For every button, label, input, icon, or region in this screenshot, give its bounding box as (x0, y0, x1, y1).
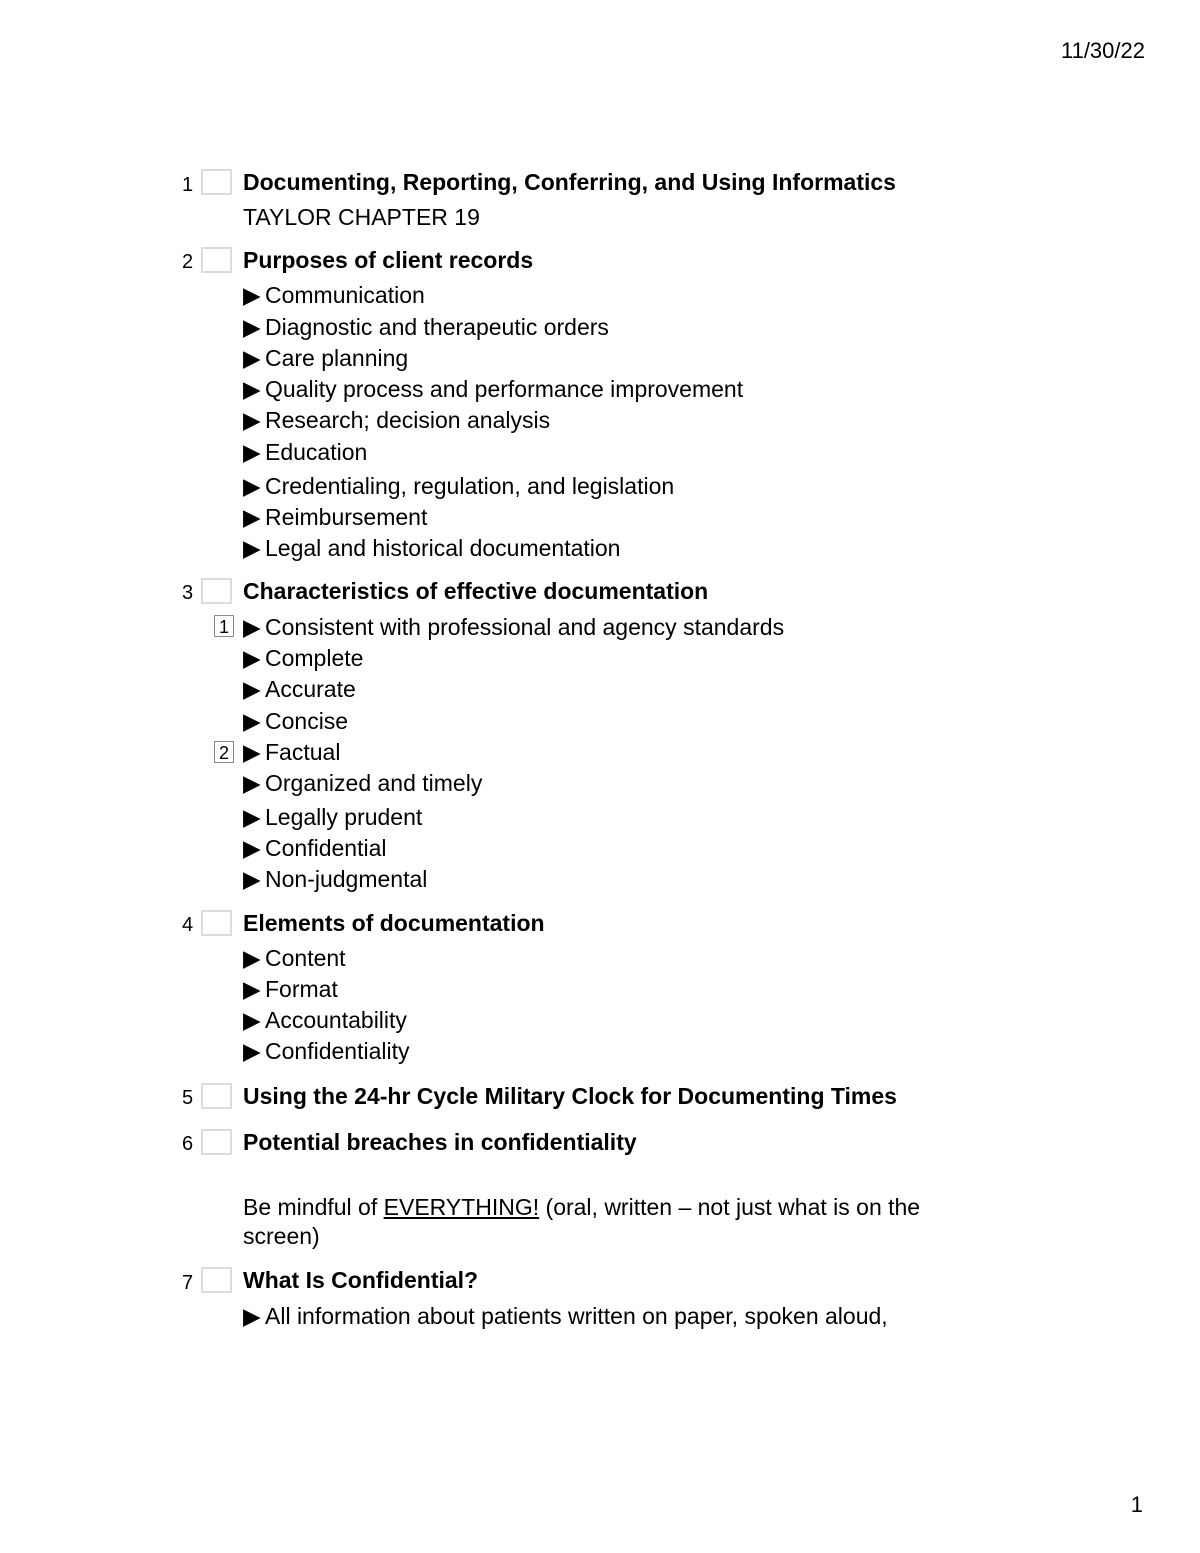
list-item: ▶ Care planning (243, 345, 409, 371)
arrow-bullet-icon: ▶ (243, 407, 261, 433)
list-item: ▶ Education (243, 439, 368, 465)
list-item: ▶ Accountability (243, 1007, 407, 1033)
slide-thumbnail[interactable] (201, 247, 232, 273)
page-number: 1 (1130, 1492, 1143, 1517)
slide-thumbnail[interactable] (201, 1083, 232, 1109)
arrow-bullet-icon: ▶ (243, 945, 261, 971)
slide-number: 1 (182, 174, 194, 196)
list-item: ▶ Confidentiality (243, 1038, 410, 1064)
arrow-bullet-icon: ▶ (243, 376, 261, 402)
slide-thumbnail[interactable] (201, 1129, 232, 1155)
arrow-bullet-icon: ▶ (243, 976, 261, 1002)
slide-number: 5 (182, 1087, 194, 1109)
list-item: ▶ Credentialing, regulation, and legislation (243, 473, 675, 499)
list-item: ▶ Diagnostic and therapeutic orders (243, 314, 609, 340)
slide-number: 7 (182, 1272, 194, 1294)
list-item: ▶ Organized and timely (243, 770, 483, 796)
arrow-bullet-icon: ▶ (243, 504, 261, 530)
slide-title: Elements of documentation (243, 910, 545, 936)
list-item: ▶ Format (243, 976, 338, 1002)
slide-thumbnail[interactable] (201, 1267, 232, 1293)
slide-number: 2 (182, 251, 194, 273)
arrow-bullet-icon: ▶ (243, 439, 261, 465)
slide-number: 3 (182, 582, 194, 604)
list-item: ▶ Content (243, 945, 346, 971)
arrow-bullet-icon: ▶ (243, 282, 261, 308)
list-item: ▶ Communication (243, 282, 425, 308)
arrow-bullet-icon: ▶ (243, 614, 261, 640)
emphasis-text: EVERYTHING! (383, 1194, 540, 1220)
arrow-bullet-icon: ▶ (243, 535, 261, 561)
slide-title: Characteristics of effective documentation (243, 578, 709, 604)
slide-title: Potential breaches in confidentiality (243, 1129, 637, 1155)
arrow-bullet-icon: ▶ (243, 645, 261, 671)
list-item: ▶ Concise (243, 708, 349, 734)
arrow-bullet-icon: ▶ (243, 866, 261, 892)
arrow-bullet-icon: ▶ (243, 739, 261, 765)
slide-subtitle: TAYLOR CHAPTER 19 (243, 204, 480, 230)
list-item: ▶ Complete (243, 645, 364, 671)
arrow-bullet-icon: ▶ (243, 314, 261, 340)
arrow-bullet-icon: ▶ (243, 770, 261, 796)
list-item: ▶ Non-judgmental (243, 866, 428, 892)
note-marker[interactable]: 2 (214, 741, 234, 763)
arrow-bullet-icon: ▶ (243, 1007, 261, 1033)
slide-number: 4 (182, 914, 194, 936)
list-item: ▶ Legal and historical documentation (243, 535, 621, 561)
arrow-bullet-icon: ▶ (243, 1303, 261, 1329)
slide-title: Documenting, Reporting, Conferring, and Using Informatics (243, 169, 896, 195)
list-item: ▶ Factual (243, 739, 341, 765)
list-item: ▶ Confidential (243, 835, 387, 861)
slide-note: Be mindful of EVERYTHING! (oral, written – not just what is on the screen) (243, 1194, 921, 1249)
arrow-bullet-icon: ▶ (243, 1038, 261, 1064)
slide-thumbnail[interactable] (201, 169, 232, 195)
list-item: ▶ Legally prudent (243, 804, 423, 830)
slide-number: 6 (182, 1133, 194, 1155)
list-item: ▶ Accurate (243, 676, 356, 702)
list-item: ▶ Consistent with professional and agency standards (243, 614, 785, 640)
list-item: ▶ Research; decision analysis (243, 407, 551, 433)
arrow-bullet-icon: ▶ (243, 676, 261, 702)
slide-thumbnail[interactable] (201, 910, 232, 936)
note-marker[interactable]: 1 (214, 615, 234, 637)
arrow-bullet-icon: ▶ (243, 708, 261, 734)
slide-thumbnail[interactable] (201, 578, 232, 604)
arrow-bullet-icon: ▶ (243, 835, 261, 861)
page-date: 11/30/22 (1060, 38, 1145, 63)
slide-title: Purposes of client records (243, 247, 534, 273)
slide-title: What Is Confidential? (243, 1267, 479, 1293)
list-item: ▶ Quality process and performance improvement (243, 376, 744, 402)
list-item: ▶ Reimbursement (243, 504, 428, 530)
list-item: ▶ All information about patients written on paper, spoken aloud, (243, 1303, 888, 1329)
arrow-bullet-icon: ▶ (243, 473, 261, 499)
arrow-bullet-icon: ▶ (243, 804, 261, 830)
arrow-bullet-icon: ▶ (243, 345, 261, 371)
slide-title: Using the 24-hr Cycle Military Clock for Documenting Times (243, 1083, 897, 1109)
